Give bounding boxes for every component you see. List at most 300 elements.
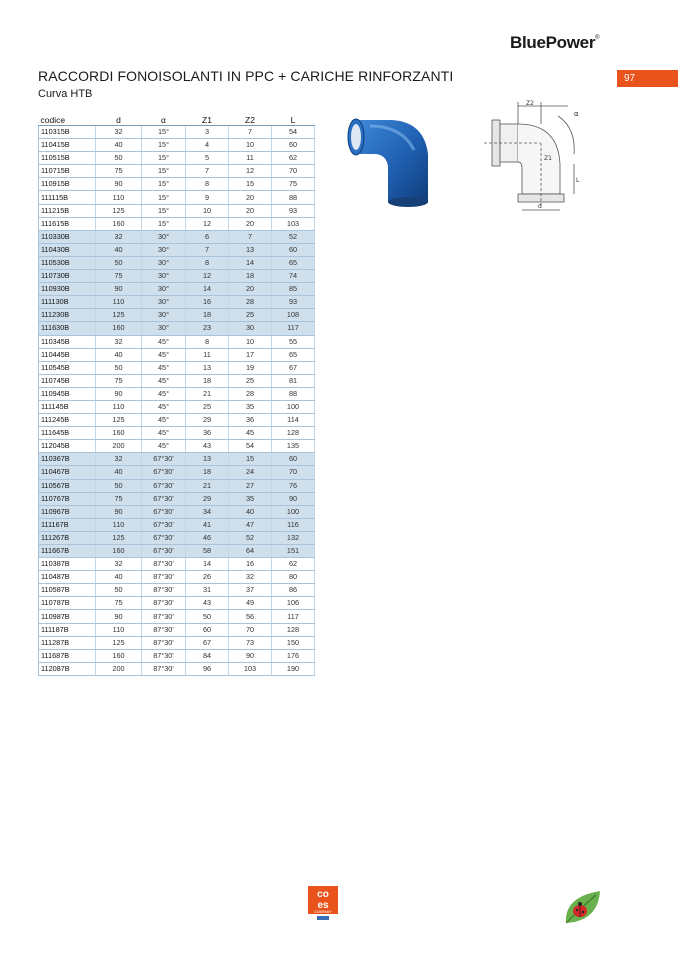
cell-d: 50: [96, 256, 142, 269]
cell-z2: 37: [229, 584, 272, 597]
cell-z2: 24: [229, 466, 272, 479]
cell-z1: 31: [186, 584, 229, 597]
cell-z1: 7: [186, 165, 229, 178]
cell-alpha: 87°30': [142, 649, 186, 662]
cell-l: 74: [272, 270, 315, 283]
cell-alpha: 67°30': [142, 505, 186, 518]
table-row: [39, 571, 315, 584]
cell-l: 67: [272, 361, 315, 374]
cell-d: 90: [96, 178, 142, 191]
cell-z2: 45: [229, 427, 272, 440]
cell-z1: 21: [186, 387, 229, 400]
cell-l: 176: [272, 649, 315, 662]
table-row: [39, 466, 315, 479]
cell-d: 200: [96, 662, 142, 675]
table-row: [39, 597, 315, 610]
cell-alpha: 45°: [142, 387, 186, 400]
cell-z2: 56: [229, 610, 272, 623]
cell-d: 75: [96, 597, 142, 610]
cell-d: 125: [96, 204, 142, 217]
cell-codice: 110987B: [39, 610, 96, 623]
cell-alpha: 15°: [142, 191, 186, 204]
table-row: [39, 243, 315, 256]
cell-codice: 110545B: [39, 361, 96, 374]
cell-codice: 110330B: [39, 230, 96, 243]
cell-z2: 17: [229, 348, 272, 361]
cell-d: 50: [96, 479, 142, 492]
cell-l: 81: [272, 374, 315, 387]
label-alpha: α: [574, 110, 579, 118]
cell-l: 80: [272, 571, 315, 584]
cell-z2: 20: [229, 283, 272, 296]
cell-z2: 20: [229, 204, 272, 217]
cell-alpha: 45°: [142, 400, 186, 413]
cell-z1: 6: [186, 230, 229, 243]
cell-z1: 29: [186, 492, 229, 505]
table-row: [39, 335, 315, 348]
table-row: [39, 309, 315, 322]
cell-alpha: 87°30': [142, 623, 186, 636]
cell-z1: 8: [186, 178, 229, 191]
table-row: [39, 453, 315, 466]
cell-d: 90: [96, 505, 142, 518]
brand-logo: [510, 33, 599, 53]
table-row: [39, 623, 315, 636]
cell-z2: 18: [229, 270, 272, 283]
cell-z2: 20: [229, 191, 272, 204]
coes-company-logo: [308, 886, 338, 922]
cell-alpha: 15°: [142, 152, 186, 165]
cell-codice: 110315B: [39, 126, 96, 139]
coes-logo-line3: COMPANY: [314, 910, 332, 914]
cell-z2: 90: [229, 649, 272, 662]
cell-alpha: 67°30': [142, 466, 186, 479]
table-row: [39, 126, 315, 139]
spec-table: [38, 114, 315, 676]
cell-codice: 112087B: [39, 662, 96, 675]
table-row: [39, 479, 315, 492]
table-row: [39, 492, 315, 505]
cell-alpha: 87°30': [142, 610, 186, 623]
cell-codice: 110430B: [39, 243, 96, 256]
cell-d: 40: [96, 571, 142, 584]
cell-codice: 111645B: [39, 427, 96, 440]
cell-codice: 111267B: [39, 531, 96, 544]
cell-l: 106: [272, 597, 315, 610]
spec-table-body: [39, 126, 315, 676]
cell-alpha: 30°: [142, 270, 186, 283]
cell-codice: 111167B: [39, 518, 96, 531]
cell-alpha: 67°30': [142, 531, 186, 544]
cell-alpha: 87°30': [142, 597, 186, 610]
cell-z1: 10: [186, 204, 229, 217]
cell-d: 32: [96, 230, 142, 243]
cell-d: 110: [96, 191, 142, 204]
cell-alpha: 87°30': [142, 662, 186, 675]
cell-d: 110: [96, 623, 142, 636]
cell-l: 88: [272, 387, 315, 400]
cell-alpha: 87°30': [142, 571, 186, 584]
table-row: [39, 322, 315, 335]
cell-z2: 64: [229, 545, 272, 558]
cell-alpha: 15°: [142, 139, 186, 152]
cell-alpha: 30°: [142, 309, 186, 322]
table-row: [39, 374, 315, 387]
table-row: [39, 283, 315, 296]
cell-codice: 111130B: [39, 296, 96, 309]
table-row: [39, 400, 315, 413]
cell-l: 60: [272, 453, 315, 466]
cell-alpha: 45°: [142, 440, 186, 453]
table-row: [39, 361, 315, 374]
cell-alpha: 15°: [142, 178, 186, 191]
cell-d: 75: [96, 270, 142, 283]
table-row: [39, 387, 315, 400]
cell-z2: 52: [229, 531, 272, 544]
cell-d: 160: [96, 649, 142, 662]
cell-l: 117: [272, 610, 315, 623]
cell-z2: 70: [229, 623, 272, 636]
cell-alpha: 45°: [142, 335, 186, 348]
cell-alpha: 30°: [142, 243, 186, 256]
cell-d: 160: [96, 545, 142, 558]
cell-codice: 110767B: [39, 492, 96, 505]
cell-alpha: 67°30': [142, 492, 186, 505]
cell-z1: 43: [186, 597, 229, 610]
cell-l: 70: [272, 165, 315, 178]
cell-d: 125: [96, 309, 142, 322]
cell-alpha: 67°30': [142, 479, 186, 492]
label-z1: Z1: [544, 155, 552, 162]
cell-alpha: 45°: [142, 414, 186, 427]
table-row: [39, 348, 315, 361]
cell-codice: 110567B: [39, 479, 96, 492]
header-codice: codice: [39, 114, 96, 126]
cell-l: 54: [272, 126, 315, 139]
cell-z1: 58: [186, 545, 229, 558]
cell-l: 114: [272, 414, 315, 427]
cell-l: 190: [272, 662, 315, 675]
cell-l: 88: [272, 191, 315, 204]
label-z2: Z2: [526, 100, 534, 107]
cell-z2: 19: [229, 361, 272, 374]
cell-alpha: 30°: [142, 230, 186, 243]
label-l: L: [576, 177, 580, 184]
cell-z1: 3: [186, 126, 229, 139]
table-row: [39, 178, 315, 191]
table-row: [39, 662, 315, 675]
cell-z1: 96: [186, 662, 229, 675]
cell-codice: 112045B: [39, 440, 96, 453]
table-row: [39, 165, 315, 178]
page-title: RACCORDI FONOISOLANTI IN PPC + CARICHE RINFORZANTI: [38, 68, 454, 84]
cell-l: 90: [272, 492, 315, 505]
cell-l: 128: [272, 623, 315, 636]
cell-z1: 84: [186, 649, 229, 662]
cell-codice: 110945B: [39, 387, 96, 400]
elbow-technical-drawing: [478, 98, 590, 216]
cell-z1: 36: [186, 427, 229, 440]
cell-d: 160: [96, 322, 142, 335]
cell-codice: 111615B: [39, 217, 96, 230]
header-d: d: [96, 114, 142, 126]
cell-codice: 110367B: [39, 453, 96, 466]
cell-l: 60: [272, 139, 315, 152]
table-row: [39, 296, 315, 309]
cell-l: 65: [272, 256, 315, 269]
cell-z1: 60: [186, 623, 229, 636]
cell-z1: 26: [186, 571, 229, 584]
cell-l: 70: [272, 466, 315, 479]
cell-z2: 7: [229, 230, 272, 243]
cell-l: 132: [272, 531, 315, 544]
cell-z2: 28: [229, 387, 272, 400]
table-row: [39, 584, 315, 597]
cell-z2: 49: [229, 597, 272, 610]
cell-d: 110: [96, 400, 142, 413]
table-row: [39, 414, 315, 427]
cell-l: 100: [272, 505, 315, 518]
cell-d: 125: [96, 531, 142, 544]
cell-codice: 110745B: [39, 374, 96, 387]
cell-alpha: 67°30': [142, 545, 186, 558]
table-row: [39, 649, 315, 662]
coes-logo-line2: es: [317, 900, 329, 911]
cell-z1: 25: [186, 400, 229, 413]
cell-l: 86: [272, 584, 315, 597]
cell-alpha: 87°30': [142, 558, 186, 571]
elbow-photo: [340, 116, 440, 208]
table-row: [39, 270, 315, 283]
cell-z1: 18: [186, 374, 229, 387]
cell-codice: 110730B: [39, 270, 96, 283]
cell-z2: 20: [229, 217, 272, 230]
cell-d: 40: [96, 243, 142, 256]
cell-z1: 4: [186, 139, 229, 152]
coes-logo-line1: co: [317, 889, 329, 900]
cell-d: 32: [96, 453, 142, 466]
cell-codice: 110515B: [39, 152, 96, 165]
cell-codice: 111245B: [39, 414, 96, 427]
cell-z2: 25: [229, 309, 272, 322]
cell-d: 50: [96, 361, 142, 374]
cell-d: 90: [96, 387, 142, 400]
cell-d: 110: [96, 296, 142, 309]
cell-z2: 12: [229, 165, 272, 178]
cell-z1: 16: [186, 296, 229, 309]
cell-l: 55: [272, 335, 315, 348]
cell-codice: 111687B: [39, 649, 96, 662]
cell-z2: 54: [229, 440, 272, 453]
cell-z2: 7: [229, 126, 272, 139]
cell-l: 150: [272, 636, 315, 649]
cell-z1: 8: [186, 256, 229, 269]
cell-l: 108: [272, 309, 315, 322]
cell-z2: 40: [229, 505, 272, 518]
cell-codice: 110445B: [39, 348, 96, 361]
cell-l: 85: [272, 283, 315, 296]
cell-codice: 111230B: [39, 309, 96, 322]
cell-z1: 23: [186, 322, 229, 335]
table-row: [39, 558, 315, 571]
page-number-tab: 97: [617, 70, 678, 87]
cell-codice: 110467B: [39, 466, 96, 479]
cell-z2: 73: [229, 636, 272, 649]
cell-codice: 110345B: [39, 335, 96, 348]
table-row: [39, 204, 315, 217]
cell-z1: 7: [186, 243, 229, 256]
cell-d: 75: [96, 165, 142, 178]
cell-alpha: 30°: [142, 322, 186, 335]
cell-l: 62: [272, 152, 315, 165]
cell-l: 75: [272, 178, 315, 191]
cell-d: 160: [96, 427, 142, 440]
cell-l: 76: [272, 479, 315, 492]
table-row: [39, 427, 315, 440]
cell-codice: 111630B: [39, 322, 96, 335]
cell-d: 200: [96, 440, 142, 453]
table-row: [39, 518, 315, 531]
cell-codice: 110530B: [39, 256, 96, 269]
header-l: L: [272, 114, 315, 126]
brand-name: BluePower: [510, 33, 596, 52]
header-z1: Z1: [186, 114, 229, 126]
cell-z2: 10: [229, 335, 272, 348]
cell-codice: 110967B: [39, 505, 96, 518]
table-row: [39, 152, 315, 165]
cell-z1: 50: [186, 610, 229, 623]
cell-alpha: 45°: [142, 427, 186, 440]
table-row: [39, 531, 315, 544]
cell-z1: 43: [186, 440, 229, 453]
cell-z2: 32: [229, 571, 272, 584]
cell-codice: 111115B: [39, 191, 96, 204]
cell-z1: 9: [186, 191, 229, 204]
cell-z2: 25: [229, 374, 272, 387]
cell-z1: 13: [186, 361, 229, 374]
cell-codice: 111187B: [39, 623, 96, 636]
cell-z2: 14: [229, 256, 272, 269]
cell-d: 32: [96, 335, 142, 348]
table-row: [39, 505, 315, 518]
cell-z1: 5: [186, 152, 229, 165]
cell-alpha: 45°: [142, 374, 186, 387]
cell-codice: 110415B: [39, 139, 96, 152]
cell-alpha: 45°: [142, 348, 186, 361]
table-row: [39, 217, 315, 230]
cell-alpha: 87°30': [142, 636, 186, 649]
header-alpha: α: [142, 114, 186, 126]
cell-l: 135: [272, 440, 315, 453]
cell-codice: 110387B: [39, 558, 96, 571]
cell-z1: 12: [186, 217, 229, 230]
table-row: [39, 440, 315, 453]
cell-d: 75: [96, 492, 142, 505]
cell-z2: 30: [229, 322, 272, 335]
cell-alpha: 15°: [142, 165, 186, 178]
cell-l: 100: [272, 400, 315, 413]
cell-z1: 18: [186, 466, 229, 479]
cell-z1: 8: [186, 335, 229, 348]
cell-z1: 14: [186, 283, 229, 296]
table-row: [39, 545, 315, 558]
cell-z1: 67: [186, 636, 229, 649]
cell-l: 116: [272, 518, 315, 531]
cell-d: 90: [96, 283, 142, 296]
cell-codice: 110787B: [39, 597, 96, 610]
cell-z1: 34: [186, 505, 229, 518]
cell-l: 60: [272, 243, 315, 256]
cell-z2: 28: [229, 296, 272, 309]
cell-alpha: 30°: [142, 283, 186, 296]
cell-codice: 111215B: [39, 204, 96, 217]
cell-alpha: 87°30': [142, 584, 186, 597]
header-z2: Z2: [229, 114, 272, 126]
cell-codice: 110915B: [39, 178, 96, 191]
cell-d: 40: [96, 139, 142, 152]
cell-z2: 36: [229, 414, 272, 427]
cell-z1: 11: [186, 348, 229, 361]
table-row: [39, 191, 315, 204]
cell-alpha: 15°: [142, 217, 186, 230]
brand-registered-mark: ®: [595, 35, 600, 41]
cell-z2: 35: [229, 492, 272, 505]
cell-z2: 11: [229, 152, 272, 165]
cell-d: 40: [96, 466, 142, 479]
cell-d: 50: [96, 584, 142, 597]
table-row: [39, 610, 315, 623]
cell-z1: 14: [186, 558, 229, 571]
cell-l: 128: [272, 427, 315, 440]
cell-codice: 110587B: [39, 584, 96, 597]
cell-alpha: 67°30': [142, 518, 186, 531]
cell-codice: 111145B: [39, 400, 96, 413]
cell-alpha: 15°: [142, 204, 186, 217]
cell-alpha: 45°: [142, 361, 186, 374]
cell-z1: 46: [186, 531, 229, 544]
cell-l: 117: [272, 322, 315, 335]
cell-l: 93: [272, 296, 315, 309]
cell-z2: 16: [229, 558, 272, 571]
cell-d: 50: [96, 152, 142, 165]
table-row: [39, 139, 315, 152]
cell-d: 32: [96, 126, 142, 139]
cell-z2: 15: [229, 453, 272, 466]
cell-z2: 15: [229, 178, 272, 191]
table-row: [39, 230, 315, 243]
cell-l: 103: [272, 217, 315, 230]
cell-d: 90: [96, 610, 142, 623]
table-row: [39, 256, 315, 269]
cell-codice: 111287B: [39, 636, 96, 649]
cell-z1: 18: [186, 309, 229, 322]
table-row: [39, 636, 315, 649]
cell-d: 110: [96, 518, 142, 531]
cell-z2: 27: [229, 479, 272, 492]
cell-z1: 21: [186, 479, 229, 492]
cell-z2: 10: [229, 139, 272, 152]
cell-alpha: 67°30': [142, 453, 186, 466]
cell-d: 32: [96, 558, 142, 571]
cell-z2: 47: [229, 518, 272, 531]
cell-d: 40: [96, 348, 142, 361]
label-d: d: [538, 203, 542, 210]
cell-codice: 110930B: [39, 283, 96, 296]
cell-z1: 12: [186, 270, 229, 283]
cell-l: 151: [272, 545, 315, 558]
cell-alpha: 15°: [142, 126, 186, 139]
cell-z1: 41: [186, 518, 229, 531]
